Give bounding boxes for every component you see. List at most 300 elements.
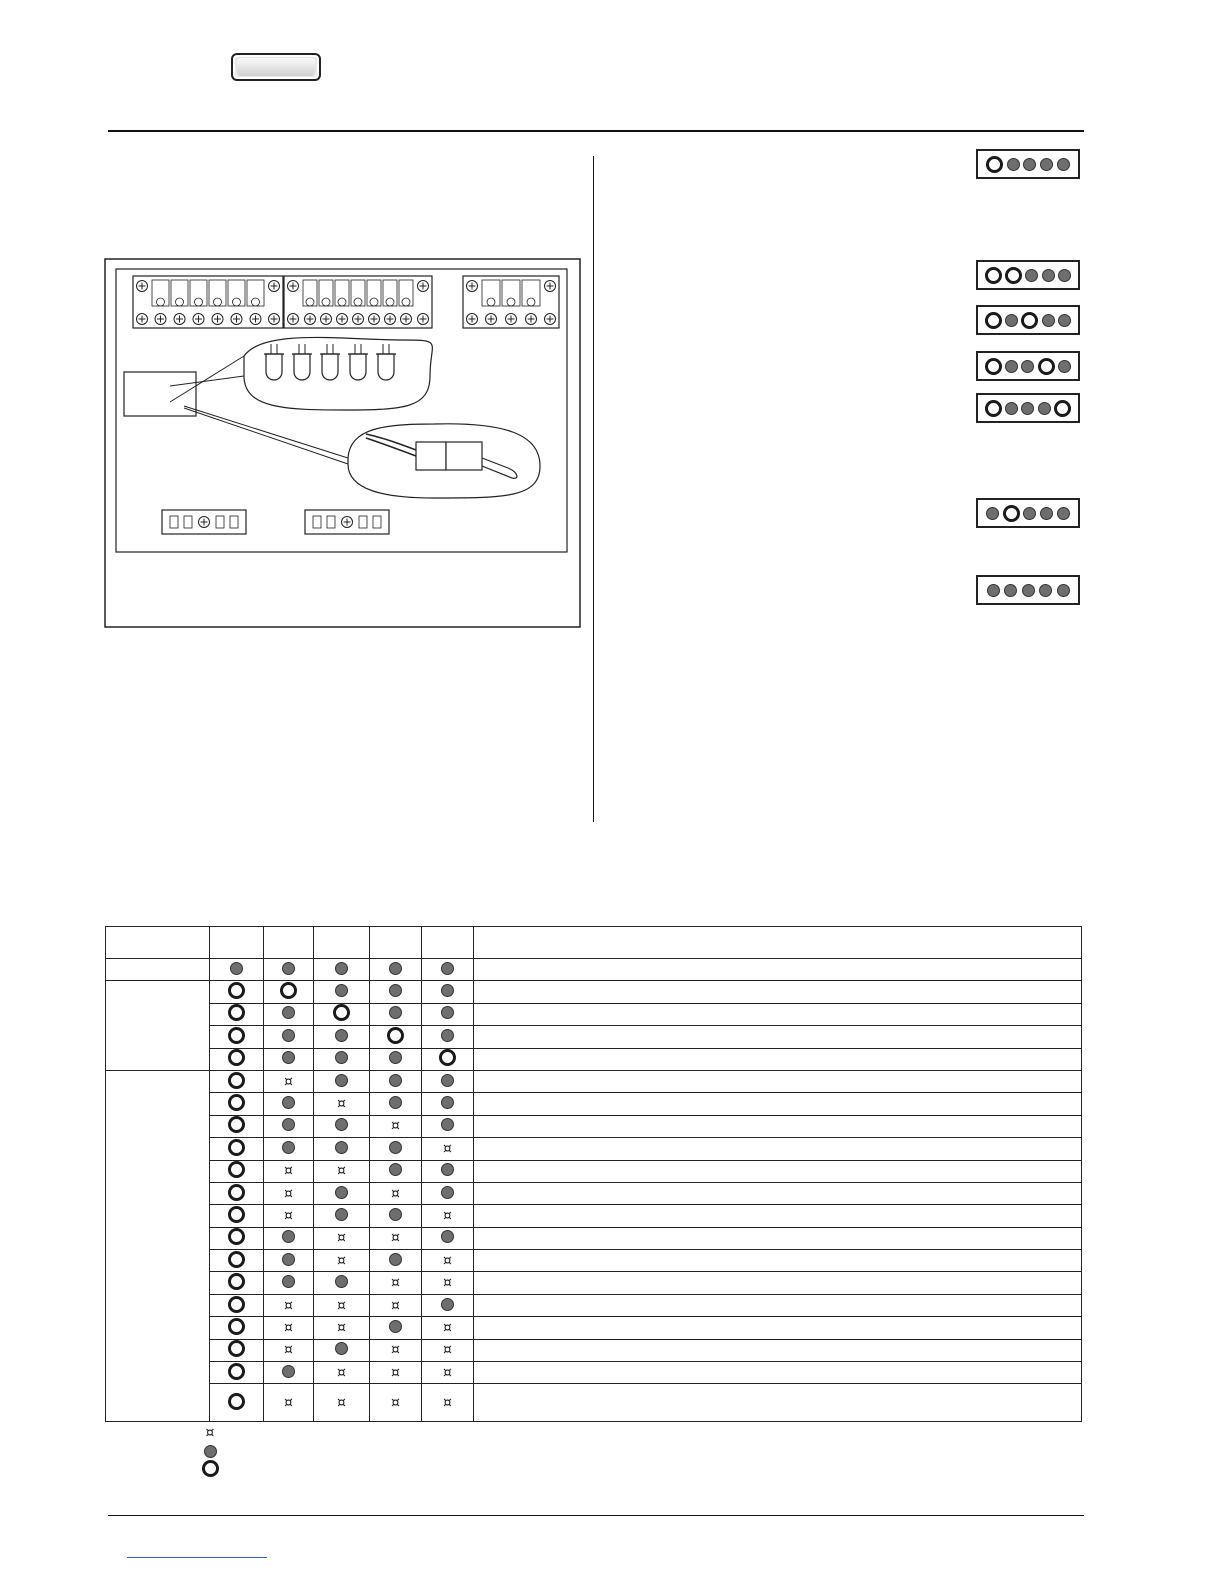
led-on-icon xyxy=(228,1072,245,1089)
led-cell xyxy=(264,1115,314,1137)
led-cell xyxy=(314,1182,370,1204)
led-on-icon xyxy=(228,1161,245,1178)
description-cell xyxy=(474,1339,1082,1361)
description-cell xyxy=(474,1003,1082,1025)
led-blink-icon: ¤ xyxy=(337,1364,346,1381)
led-off-icon xyxy=(282,1118,295,1131)
legend-item xyxy=(201,1442,219,1460)
led-on-icon xyxy=(228,1049,245,1066)
led-cell xyxy=(210,1070,264,1092)
led-cell xyxy=(264,1294,314,1316)
led-blink-icon: ¤ xyxy=(391,1342,400,1359)
led-cell xyxy=(314,1317,370,1339)
led-blink-icon: ¤ xyxy=(337,1230,346,1247)
group-cell xyxy=(106,981,210,1071)
led-cell xyxy=(422,1160,474,1182)
led-cell xyxy=(370,1115,422,1137)
led-blink-icon: ¤ xyxy=(284,1163,293,1180)
led-off-icon xyxy=(1057,584,1070,597)
led-on-icon xyxy=(228,1094,245,1111)
led-cell xyxy=(370,981,422,1003)
led-on-icon xyxy=(1003,505,1020,522)
led-off-icon xyxy=(441,1163,454,1176)
table-row xyxy=(106,1160,1082,1182)
led-off-icon xyxy=(335,1208,348,1221)
led-blink-icon: ¤ xyxy=(337,1096,346,1113)
led-cell xyxy=(264,1093,314,1115)
led-off-icon xyxy=(1057,158,1070,171)
led-off-icon xyxy=(1007,158,1020,171)
led-cell xyxy=(210,1093,264,1115)
led-on-icon xyxy=(986,156,1003,173)
led-cell xyxy=(370,1003,422,1025)
led-off-icon xyxy=(335,1074,348,1087)
led-cell xyxy=(264,1205,314,1227)
led-cell xyxy=(314,1272,370,1294)
led-cell xyxy=(210,1182,264,1204)
led-blink-icon: ¤ xyxy=(284,1342,293,1359)
led-cell xyxy=(422,1205,474,1227)
led-cell xyxy=(264,1227,314,1249)
led-cell xyxy=(422,1250,474,1272)
led-cell xyxy=(264,1339,314,1361)
led-cell xyxy=(422,1362,474,1384)
led-off-icon xyxy=(389,1253,402,1266)
led-on-icon xyxy=(1005,267,1022,284)
led-cell xyxy=(370,1093,422,1115)
led-cell xyxy=(422,981,474,1003)
led-cell xyxy=(422,1070,474,1092)
led-cell xyxy=(422,1003,474,1025)
led-cell xyxy=(370,1048,422,1070)
led-cell xyxy=(210,1272,264,1294)
led-off-icon xyxy=(335,1029,348,1042)
legend-item xyxy=(201,1459,219,1477)
led-cell xyxy=(314,1362,370,1384)
led-off-icon xyxy=(282,1006,295,1019)
led-cell xyxy=(314,1138,370,1160)
led-off-icon xyxy=(441,1006,454,1019)
led-cell xyxy=(422,1026,474,1048)
led-cell xyxy=(422,1384,474,1422)
terminal-block-icon xyxy=(463,276,559,328)
led-off-icon xyxy=(1058,314,1071,327)
led-cell xyxy=(210,1362,264,1384)
led-status-box xyxy=(976,149,1080,179)
led-cell xyxy=(370,1160,422,1182)
led-blink-icon: ¤ xyxy=(284,1185,293,1202)
description-cell xyxy=(474,1070,1082,1092)
led-code-table xyxy=(105,926,1082,1422)
led-on-icon xyxy=(228,982,245,999)
led-off-icon xyxy=(1005,360,1018,373)
led-cell xyxy=(370,1026,422,1048)
led-off-icon xyxy=(441,1096,454,1109)
led-off-icon xyxy=(282,1029,295,1042)
led-on-icon xyxy=(280,982,297,999)
led-blink-icon: ¤ xyxy=(443,1342,452,1359)
table-row xyxy=(106,1227,1082,1249)
description-cell xyxy=(474,1048,1082,1070)
description-cell xyxy=(474,1272,1082,1294)
led-cell xyxy=(264,1250,314,1272)
led-cell xyxy=(314,1115,370,1137)
description-cell xyxy=(474,1384,1082,1422)
description-cell xyxy=(474,1026,1082,1048)
led-cell xyxy=(210,1048,264,1070)
led-on-icon xyxy=(387,1027,404,1044)
led-status-box xyxy=(976,351,1080,381)
led-on-icon xyxy=(228,1116,245,1133)
led-cell xyxy=(210,1317,264,1339)
description-cell xyxy=(474,1227,1082,1249)
led-off-icon xyxy=(335,962,348,975)
led-blink-icon: ¤ xyxy=(391,1364,400,1381)
led-cell xyxy=(210,1250,264,1272)
led-cell xyxy=(314,1227,370,1249)
led-blink-icon: ¤ xyxy=(443,1252,452,1269)
led-off-icon xyxy=(1005,402,1018,415)
description-cell xyxy=(474,981,1082,1003)
led-cell xyxy=(210,1003,264,1025)
section-tab-badge xyxy=(231,53,321,81)
led-blink-icon: ¤ xyxy=(443,1275,452,1292)
table-row xyxy=(106,1026,1082,1048)
led-on-icon xyxy=(228,1206,245,1223)
legend-item xyxy=(201,1424,219,1442)
led-cell xyxy=(370,1182,422,1204)
led-blink-icon: ¤ xyxy=(284,1207,293,1224)
led-on-icon xyxy=(439,1049,456,1066)
led-blink-icon: ¤ xyxy=(443,1319,452,1336)
led-on-icon xyxy=(228,1296,245,1313)
led-cell xyxy=(370,1384,422,1422)
led-blink-icon: ¤ xyxy=(443,1364,452,1381)
led-cell xyxy=(370,1339,422,1361)
header-rule xyxy=(108,130,1084,132)
led-off-icon xyxy=(1038,402,1051,415)
led-off-icon xyxy=(1042,269,1055,282)
led-off-icon xyxy=(441,1118,454,1131)
led-off-icon xyxy=(1057,507,1070,520)
led-on-icon xyxy=(1021,312,1038,329)
table-row xyxy=(106,1384,1082,1422)
table-row xyxy=(106,1182,1082,1204)
led-blink-icon: ¤ xyxy=(443,1207,452,1224)
legend-blink-icon: ¤ xyxy=(205,1425,215,1441)
led-status-box xyxy=(976,305,1080,335)
led-cell xyxy=(210,1205,264,1227)
led-off-icon xyxy=(1023,158,1036,171)
led-cell xyxy=(314,1003,370,1025)
led-off-icon xyxy=(282,1051,295,1064)
led-blink-icon: ¤ xyxy=(337,1252,346,1269)
led-cell xyxy=(314,981,370,1003)
led-blink-icon: ¤ xyxy=(337,1163,346,1180)
led-blink-icon: ¤ xyxy=(391,1230,400,1247)
led-off-icon xyxy=(441,1186,454,1199)
led-off-icon xyxy=(230,962,243,975)
led-cell xyxy=(422,1115,474,1137)
description-cell xyxy=(474,1160,1082,1182)
description-cell xyxy=(474,1115,1082,1137)
led-cell xyxy=(370,1362,422,1384)
description-cell xyxy=(474,1205,1082,1227)
group-cell xyxy=(106,1070,210,1421)
led-off-icon xyxy=(441,962,454,975)
led-cell xyxy=(370,1205,422,1227)
table-row xyxy=(106,1093,1082,1115)
led-cell xyxy=(210,1227,264,1249)
led-off-icon xyxy=(441,1298,454,1311)
header-cell xyxy=(314,927,370,959)
led-cell xyxy=(314,1026,370,1048)
led-off-icon xyxy=(1004,584,1017,597)
led-cell xyxy=(370,959,422,981)
led-off-icon xyxy=(335,1342,348,1355)
column-divider xyxy=(593,156,594,822)
led-off-icon xyxy=(987,584,1000,597)
led-blink-icon: ¤ xyxy=(284,1297,293,1314)
led-on-icon xyxy=(228,1228,245,1245)
led-cell xyxy=(314,1160,370,1182)
led-on-icon xyxy=(228,1027,245,1044)
led-cell xyxy=(314,1339,370,1361)
footer-link[interactable] xyxy=(127,1557,267,1558)
led-on-icon xyxy=(1054,400,1071,417)
led-off-icon xyxy=(1058,269,1071,282)
led-off-icon xyxy=(389,962,402,975)
led-off-icon xyxy=(335,1186,348,1199)
table-row xyxy=(106,1250,1082,1272)
ground-strip-icon xyxy=(162,510,246,534)
led-off-icon xyxy=(389,1320,402,1333)
led-on-icon xyxy=(985,358,1002,375)
table-row xyxy=(106,1339,1082,1361)
table-row xyxy=(106,1205,1082,1227)
led-off-icon xyxy=(441,1074,454,1087)
led-cell xyxy=(422,1093,474,1115)
led-cell xyxy=(210,1115,264,1137)
led-off-icon xyxy=(1058,360,1071,373)
header-cell xyxy=(106,927,210,959)
led-cell xyxy=(314,1250,370,1272)
table-row xyxy=(106,1070,1082,1092)
led-cell xyxy=(422,1048,474,1070)
led-blink-icon: ¤ xyxy=(337,1394,346,1411)
led-cell xyxy=(314,959,370,981)
terminal-block-icon xyxy=(133,276,283,328)
led-cell xyxy=(422,1227,474,1249)
led-cell xyxy=(370,1272,422,1294)
led-cell xyxy=(264,1003,314,1025)
table-row xyxy=(106,959,1082,981)
led-cell xyxy=(264,1138,314,1160)
led-off-icon xyxy=(282,1230,295,1243)
table-row xyxy=(106,1138,1082,1160)
led-blink-icon: ¤ xyxy=(284,1394,293,1411)
led-cell xyxy=(210,1026,264,1048)
led-off-icon xyxy=(1022,584,1035,597)
led-cell xyxy=(264,1317,314,1339)
description-cell xyxy=(474,1138,1082,1160)
led-off-icon xyxy=(335,1141,348,1154)
led-blink-icon: ¤ xyxy=(391,1394,400,1411)
led-cell xyxy=(422,1317,474,1339)
led-off-icon xyxy=(1021,402,1034,415)
description-cell xyxy=(474,1362,1082,1384)
header-cell xyxy=(370,927,422,959)
led-cell xyxy=(314,1070,370,1092)
table-row xyxy=(106,981,1082,1003)
table-row xyxy=(106,1272,1082,1294)
led-cell xyxy=(370,1227,422,1249)
led-off-icon xyxy=(389,1074,402,1087)
header-cell xyxy=(210,927,264,959)
led-on-icon xyxy=(228,1318,245,1335)
led-on-icon xyxy=(228,1004,245,1021)
led-blink-icon: ¤ xyxy=(391,1297,400,1314)
led-on-icon xyxy=(985,312,1002,329)
led-on-icon xyxy=(228,1251,245,1268)
led-cell xyxy=(370,1070,422,1092)
table-row xyxy=(106,1048,1082,1070)
legend-on-icon xyxy=(202,1460,219,1477)
led-off-icon xyxy=(335,1275,348,1288)
description-cell xyxy=(474,1093,1082,1115)
terminal-board-diagram xyxy=(104,258,582,630)
led-off-icon xyxy=(282,962,295,975)
led-cell xyxy=(422,1294,474,1316)
led-cell xyxy=(210,1339,264,1361)
led-off-icon xyxy=(282,1275,295,1288)
led-on-icon xyxy=(228,1340,245,1357)
description-cell xyxy=(474,1182,1082,1204)
led-cell xyxy=(370,1138,422,1160)
led-on-icon xyxy=(228,1184,245,1201)
led-off-icon xyxy=(282,1141,295,1154)
led-on-icon xyxy=(228,1363,245,1380)
led-blink-icon: ¤ xyxy=(337,1319,346,1336)
led-cell xyxy=(422,959,474,981)
led-cell xyxy=(422,1339,474,1361)
table-header-row xyxy=(106,927,1082,959)
description-cell xyxy=(474,1317,1082,1339)
led-off-icon xyxy=(1039,584,1052,597)
led-off-icon xyxy=(389,1051,402,1064)
led-cell xyxy=(210,981,264,1003)
led-off-icon xyxy=(441,1230,454,1243)
led-off-icon xyxy=(1040,158,1053,171)
led-cell xyxy=(264,959,314,981)
led-cell xyxy=(264,1272,314,1294)
led-cell xyxy=(314,1048,370,1070)
description-cell xyxy=(474,959,1082,981)
footer-rule xyxy=(108,1515,1084,1516)
description-cell xyxy=(474,1294,1082,1316)
led-off-icon xyxy=(282,1365,295,1378)
led-cell xyxy=(314,1294,370,1316)
led-off-icon xyxy=(1005,314,1018,327)
led-cell xyxy=(264,1384,314,1422)
led-cell xyxy=(314,1093,370,1115)
led-on-icon xyxy=(985,267,1002,284)
led-blink-icon: ¤ xyxy=(443,1140,452,1157)
led-blink-icon: ¤ xyxy=(391,1185,400,1202)
led-off-icon xyxy=(1040,507,1053,520)
led-cell xyxy=(314,1384,370,1422)
led-blink-icon: ¤ xyxy=(391,1118,400,1135)
led-on-icon xyxy=(228,1139,245,1156)
led-cell xyxy=(370,1317,422,1339)
led-off-icon xyxy=(389,1163,402,1176)
led-cell xyxy=(210,959,264,981)
led-cell xyxy=(264,1026,314,1048)
led-status-box xyxy=(976,498,1080,528)
led-off-icon xyxy=(1023,507,1036,520)
led-cell xyxy=(422,1272,474,1294)
table-row xyxy=(106,1362,1082,1384)
led-on-icon xyxy=(228,1273,245,1290)
led-cell xyxy=(370,1250,422,1272)
led-cell xyxy=(264,1182,314,1204)
header-cell xyxy=(474,927,1082,959)
table-row xyxy=(106,1115,1082,1137)
led-off-icon xyxy=(389,1096,402,1109)
led-cell xyxy=(314,1205,370,1227)
ground-strip-icon xyxy=(305,510,389,534)
group-cell xyxy=(106,959,210,981)
led-status-box xyxy=(976,260,1080,290)
led-blink-icon: ¤ xyxy=(443,1394,452,1411)
led-cell xyxy=(264,1160,314,1182)
led-off-icon xyxy=(282,1253,295,1266)
led-blink-icon: ¤ xyxy=(391,1275,400,1292)
led-cell xyxy=(264,1362,314,1384)
led-blink-icon: ¤ xyxy=(337,1297,346,1314)
led-off-icon xyxy=(1042,314,1055,327)
terminal-block-icon xyxy=(284,276,432,328)
led-cell xyxy=(370,1294,422,1316)
led-off-icon xyxy=(389,1141,402,1154)
led-off-icon xyxy=(335,1118,348,1131)
led-cell xyxy=(264,1048,314,1070)
led-on-icon xyxy=(1038,358,1055,375)
led-cell xyxy=(264,1070,314,1092)
table-row xyxy=(106,1003,1082,1025)
table-row xyxy=(106,1317,1082,1339)
led-cell xyxy=(422,1182,474,1204)
led-off-icon xyxy=(282,1096,295,1109)
table-row xyxy=(106,1294,1082,1316)
led-blink-icon: ¤ xyxy=(284,1073,293,1090)
led-status-box xyxy=(976,575,1080,605)
led-cell xyxy=(422,1138,474,1160)
header-cell xyxy=(264,927,314,959)
led-on-icon xyxy=(985,400,1002,417)
led-cell xyxy=(264,981,314,1003)
led-off-icon xyxy=(441,984,454,997)
led-blink-icon: ¤ xyxy=(284,1319,293,1336)
led-off-icon xyxy=(335,1051,348,1064)
header-cell xyxy=(422,927,474,959)
description-cell xyxy=(474,1250,1082,1272)
led-cell xyxy=(210,1384,264,1422)
led-off-icon xyxy=(1025,269,1038,282)
led-cell xyxy=(210,1138,264,1160)
led-off-icon xyxy=(335,984,348,997)
control-board-module xyxy=(124,372,196,416)
